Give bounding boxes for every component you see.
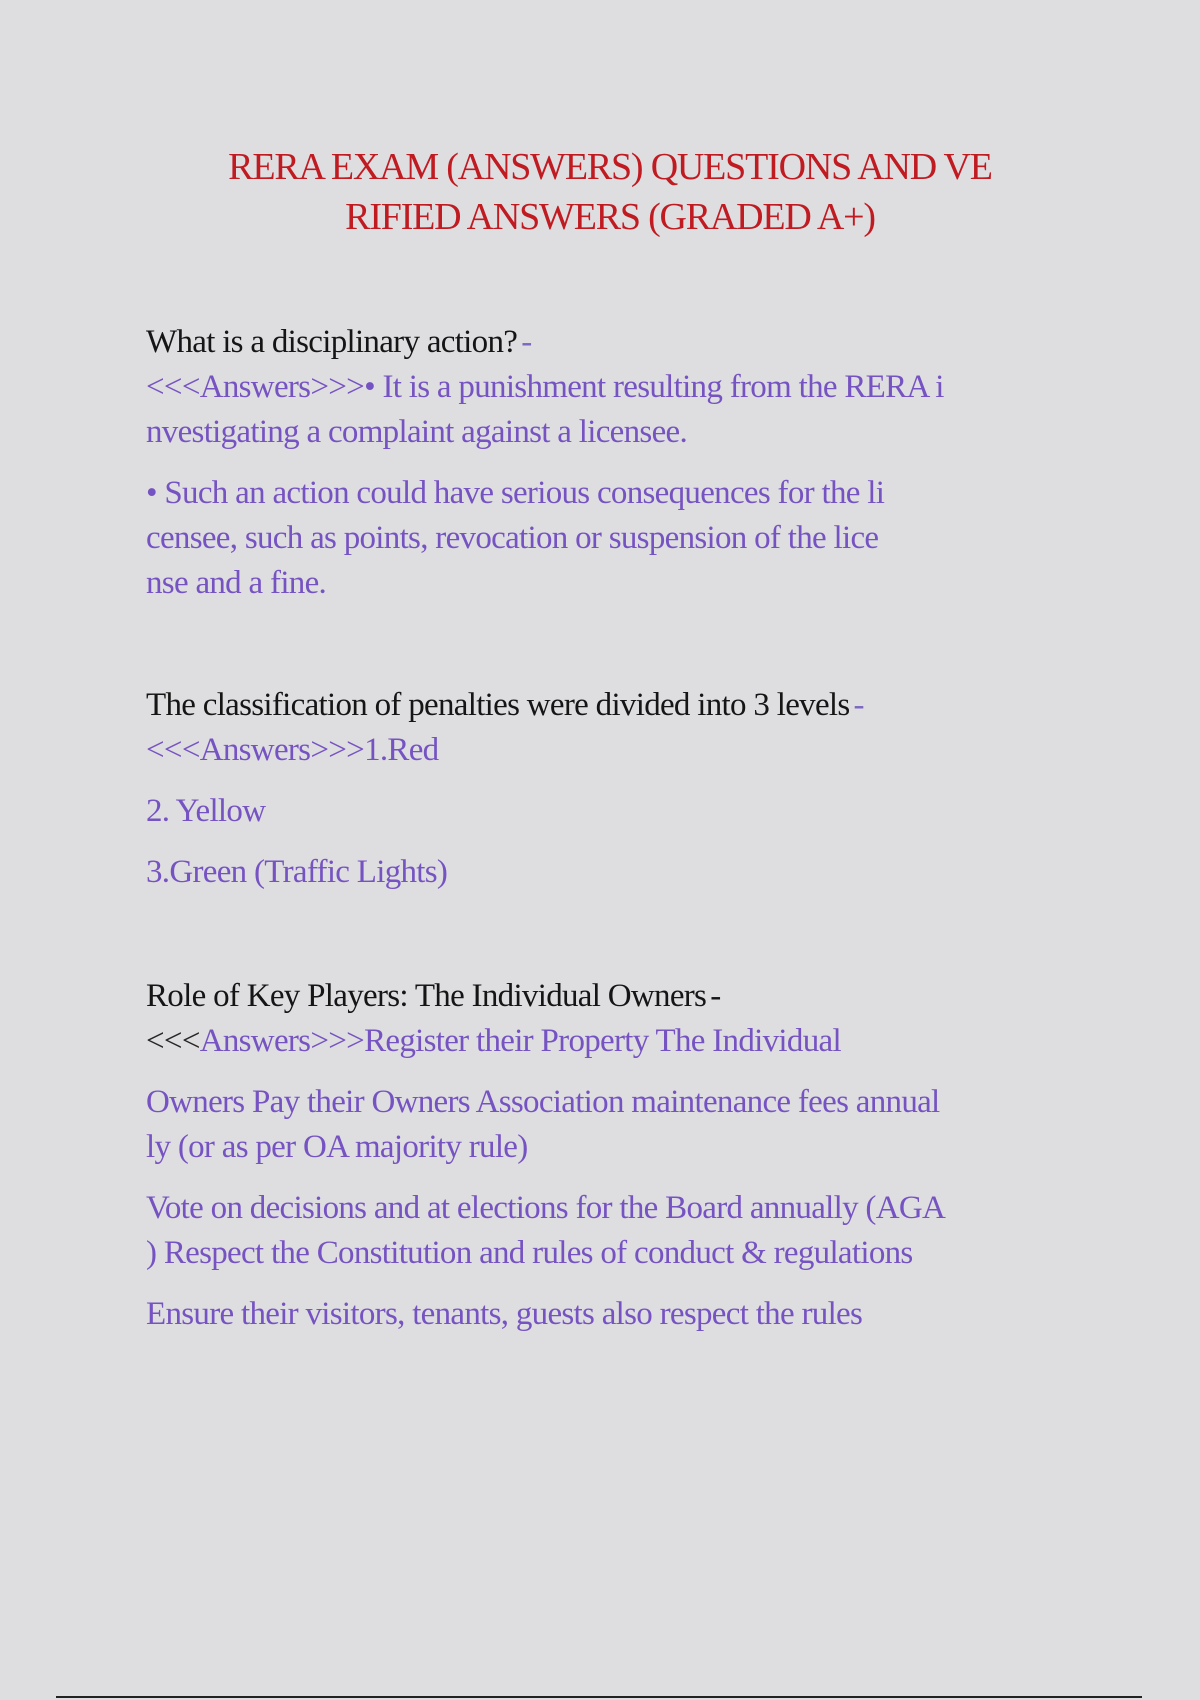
answer-line: • Such an action could have serious consequences for the li [146, 475, 885, 511]
answer-line: Ensure their visitors, tenants, guests also respect the rules [146, 1296, 863, 1332]
answer-text: • It is a punishment resulting from the RERA i [364, 369, 944, 405]
answer-line: nvestigating a complaint against a licensee. [146, 414, 688, 450]
answer-marker-close: >>> [310, 1023, 365, 1059]
question-text: Role of Key Players: The Individual Owners [146, 978, 707, 1014]
answer-paragraph [146, 1080, 1146, 1170]
answer-paragraph [146, 1292, 1146, 1337]
document-title [120, 142, 1100, 242]
answer-text: Register their Property The Individual [364, 1023, 841, 1059]
answer-paragraph [146, 850, 1146, 895]
question-line [146, 974, 1146, 1019]
question-line [146, 683, 1146, 728]
answer-line: Owners Pay their Owners Association maintenance fees annual [146, 1084, 940, 1120]
question-dash: - [853, 687, 864, 723]
answer-line: 2. Yellow [146, 793, 266, 829]
page-bottom-rule [56, 1696, 1142, 1698]
answer-paragraph [146, 1186, 1146, 1276]
answer-line [146, 728, 1146, 773]
answer-line: ) Respect the Constitution and rules of conduct & regulations [146, 1235, 913, 1271]
answer-marker: <<<Answers>>> [146, 369, 365, 405]
answer-line: Vote on decisions and at elections for the Board annually (AGA [146, 1190, 946, 1226]
answer-line [146, 1019, 1146, 1064]
answer-line: nse and a fine. [146, 565, 327, 601]
answer-paragraph [146, 789, 1146, 834]
question-text: The classification of penalties were divided into 3 levels [146, 687, 850, 723]
answer-line: censee, such as points, revocation or suspension of the lice [146, 520, 879, 556]
question-dash: - [710, 978, 721, 1014]
question-dash: - [521, 324, 532, 360]
answer-marker-word: Answers [199, 1023, 311, 1059]
answer-line: ly (or as per OA majority rule) [146, 1129, 528, 1165]
answer-paragraph [146, 471, 1146, 606]
qa-block-disciplinary-action [146, 320, 1146, 606]
qa-block-individual-owners [146, 974, 1146, 1337]
answer-text: 1.Red [364, 732, 439, 768]
answer-marker: <<<Answers>>> [146, 732, 365, 768]
answer-line: 3.Green (Traffic Lights) [146, 854, 448, 890]
answer-line [146, 365, 1146, 410]
title-line-1: RERA EXAM (ANSWERS) QUESTIONS AND VE [228, 146, 992, 188]
title-line-2: RIFIED ANSWERS (GRADED A+) [345, 196, 875, 238]
answer-marker-open: <<< [146, 1023, 200, 1059]
qa-block-penalty-classification [146, 683, 1146, 895]
question-text: What is a disciplinary action? [146, 324, 518, 360]
question-line [146, 320, 1146, 365]
